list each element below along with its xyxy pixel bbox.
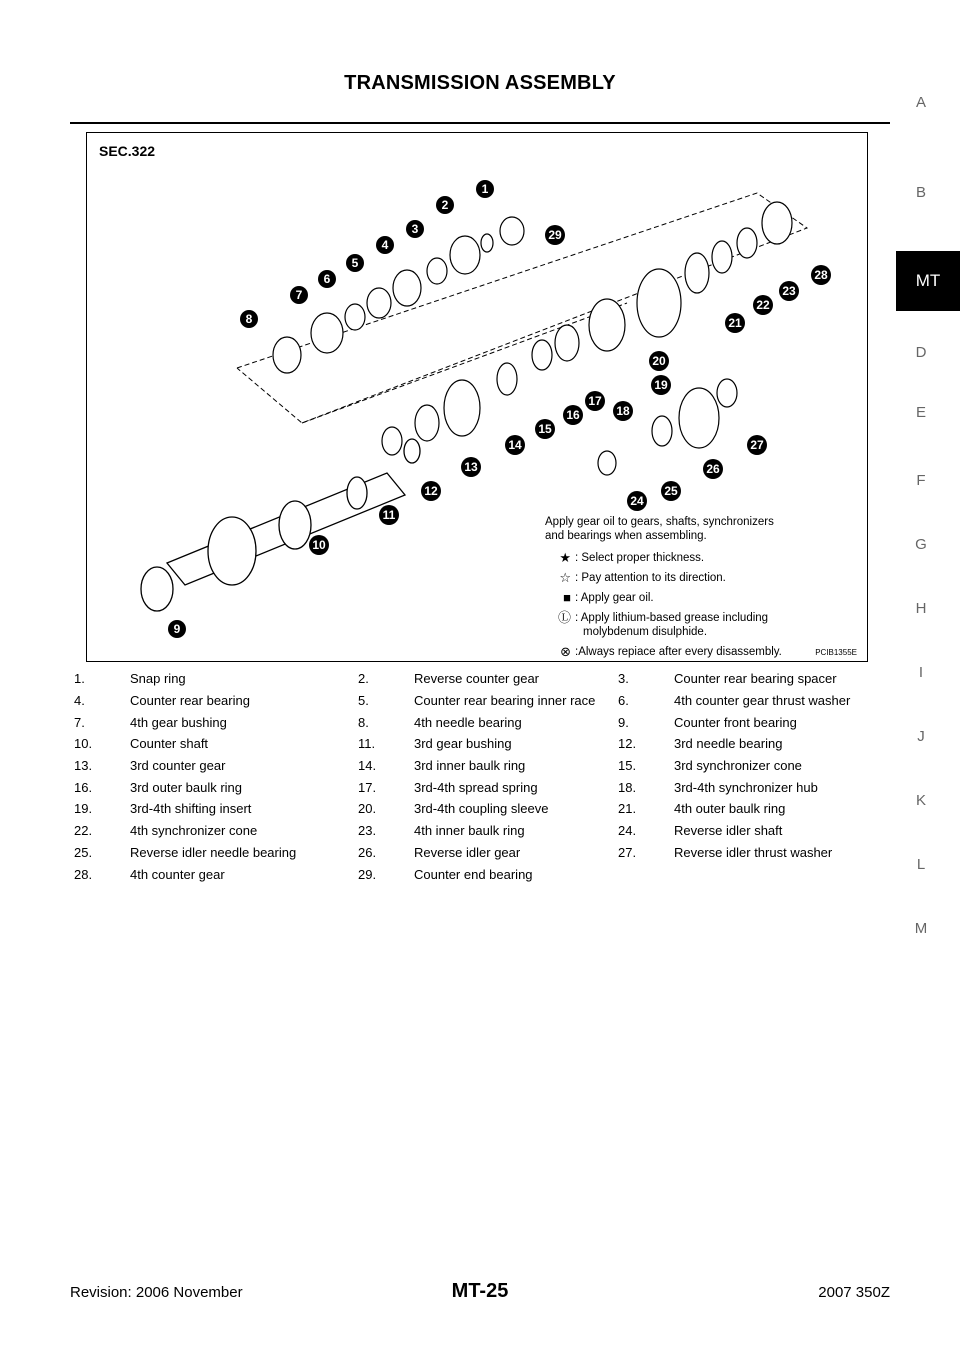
svg-text:26: 26	[706, 462, 720, 476]
page-title: TRANSMISSION ASSEMBLY	[344, 72, 616, 94]
table-row: 1. Snap ring 2. Reverse counter gear 3. Counter rear bearing spacer	[74, 671, 837, 687]
svg-text:15: 15	[538, 422, 552, 436]
svg-text:27: 27	[750, 438, 764, 452]
svg-text:17: 17	[588, 394, 602, 408]
svg-text:25: 25	[664, 484, 678, 498]
callout-16	[563, 405, 583, 425]
table-row: 19. 3rd-4th shifting insert 20. 3rd-4th coupling sleeve 21. 4th outer baulk ring	[74, 801, 786, 817]
legend-direction: ☆ : Pay attention to its direction.	[545, 571, 782, 585]
index-letter-b[interactable]: B	[915, 184, 926, 201]
svg-text:8: 8	[245, 312, 253, 326]
table-row: 7. 4th gear bushing 8. 4th needle bearing 9. Counter front bearing	[74, 714, 797, 730]
table-row: 13. 3rd counter gear 14. 3rd inner baulk ring 15. 3rd synchronizer cone	[74, 758, 802, 774]
outline-star-icon: ☆	[559, 570, 571, 585]
exploded-view-figure	[86, 132, 868, 662]
svg-text:28: 28	[814, 268, 828, 282]
svg-text:7: 7	[295, 288, 303, 302]
legend-note: Apply gear oil to gears, shafts, synchronizers and bearings when assembling.	[545, 516, 774, 542]
callout-5	[346, 254, 364, 272]
index-letter-g[interactable]: G	[915, 536, 927, 553]
index-letter-a[interactable]: A	[915, 94, 926, 111]
callout-18	[613, 401, 633, 421]
footer-model: 2007 350Z	[818, 1284, 890, 1301]
callout-19	[651, 375, 671, 395]
solid-star-icon: ★	[559, 550, 571, 565]
index-letter-m[interactable]: M	[914, 920, 928, 937]
callout-25	[661, 481, 681, 501]
callout-13	[461, 457, 481, 477]
callout-2	[436, 196, 454, 214]
callout-21	[725, 313, 745, 333]
svg-text:2: 2	[441, 198, 449, 212]
callout-9	[168, 620, 186, 638]
svg-text:12: 12	[424, 484, 438, 498]
svg-text:9: 9	[173, 622, 181, 636]
figure-code: PCIB1355E	[815, 648, 857, 657]
callout-12	[421, 481, 441, 501]
svg-text:11: 11	[382, 508, 396, 522]
callout-28	[811, 265, 831, 285]
replace-x-icon: ⊗	[560, 644, 571, 659]
index-letter-f[interactable]: F	[916, 472, 926, 489]
callout-29	[545, 225, 565, 245]
legend-select-thickness: ★ : Select proper thickness.	[545, 551, 782, 565]
legend-replace: ⊗ :Always repiace after every disassembly.	[545, 645, 782, 659]
callout-15	[535, 419, 555, 439]
index-letter-d[interactable]: D	[915, 344, 927, 361]
grease-icon: Ⓛ	[557, 610, 571, 625]
section-index	[890, 0, 960, 1358]
table-row: 16. 3rd outer baulk ring 17. 3rd-4th spread spring 18. 3rd-4th synchronizer hub	[74, 779, 818, 795]
callout-6	[318, 270, 336, 288]
callout-17	[585, 391, 605, 411]
index-letter-l[interactable]: L	[916, 856, 926, 873]
callout-27	[747, 435, 767, 455]
svg-text:3: 3	[411, 222, 419, 236]
svg-text:13: 13	[464, 460, 478, 474]
svg-text:23: 23	[782, 284, 796, 298]
index-letter-h[interactable]: H	[915, 600, 927, 617]
callout-26	[703, 459, 723, 479]
svg-text:16: 16	[566, 408, 580, 422]
svg-text:21: 21	[728, 316, 742, 330]
table-row: 10. Counter shaft 11. 3rd gear bushing 12. 3rd needle bearing	[74, 736, 783, 752]
callout-20	[649, 351, 669, 371]
callout-10	[309, 535, 329, 555]
callout-7	[290, 286, 308, 304]
svg-text:20: 20	[652, 354, 666, 368]
table-row: 28. 4th counter gear 29. Counter end bearing	[74, 866, 533, 882]
table-row: 25. Reverse idler needle bearing 26. Reverse idler gear 27. Reverse idler thrust washer	[74, 844, 833, 860]
svg-text:14: 14	[508, 438, 522, 452]
table-row: 22. 4th synchronizer cone 23. 4th inner baulk ring 24. Reverse idler shaft	[74, 823, 783, 839]
legend-gear-oil: ■ : Apply gear oil.	[545, 591, 782, 605]
oil-can-icon: ■	[563, 590, 571, 605]
index-letter-k[interactable]: K	[915, 792, 926, 809]
callout-1	[476, 180, 494, 198]
svg-text:4: 4	[381, 238, 389, 252]
counter-shaft-part	[141, 439, 420, 611]
callout-14	[505, 435, 525, 455]
svg-text:10: 10	[312, 538, 326, 552]
callout-8	[240, 310, 258, 328]
parts-list	[70, 668, 890, 885]
table-row: 4. Counter rear bearing 5. Counter rear bearing inner race 6. 4th counter gear thrust washer	[74, 693, 851, 709]
svg-text:5: 5	[351, 256, 359, 270]
callout-23	[779, 281, 799, 301]
section-label: SEC.322	[99, 143, 156, 159]
footer-page-number: MT-25	[451, 1280, 509, 1302]
callout-22	[753, 295, 773, 315]
figure-legend	[545, 515, 782, 665]
svg-text:22: 22	[756, 298, 770, 312]
footer-revision: Revision: 2006 November	[70, 1284, 243, 1301]
parts-shapes	[273, 202, 792, 475]
callout-11	[379, 505, 399, 525]
index-letter-i[interactable]: I	[918, 664, 924, 681]
callout-4	[376, 236, 394, 254]
svg-text:18: 18	[616, 404, 630, 418]
index-letter-e[interactable]: E	[915, 404, 926, 421]
svg-text:6: 6	[323, 272, 331, 286]
svg-text:29: 29	[548, 228, 562, 242]
svg-text:19: 19	[654, 378, 668, 392]
callout-3	[406, 220, 424, 238]
legend-grease: Ⓛ : Apply lithium-based grease including molybdenum disulphide.	[545, 611, 782, 639]
callout-24	[627, 491, 647, 511]
svg-text:1: 1	[481, 182, 489, 196]
title-rule	[70, 122, 890, 124]
svg-text:24: 24	[630, 494, 644, 508]
index-letter-j[interactable]: J	[917, 728, 925, 745]
index-active-mt[interactable]: MT	[896, 251, 960, 311]
